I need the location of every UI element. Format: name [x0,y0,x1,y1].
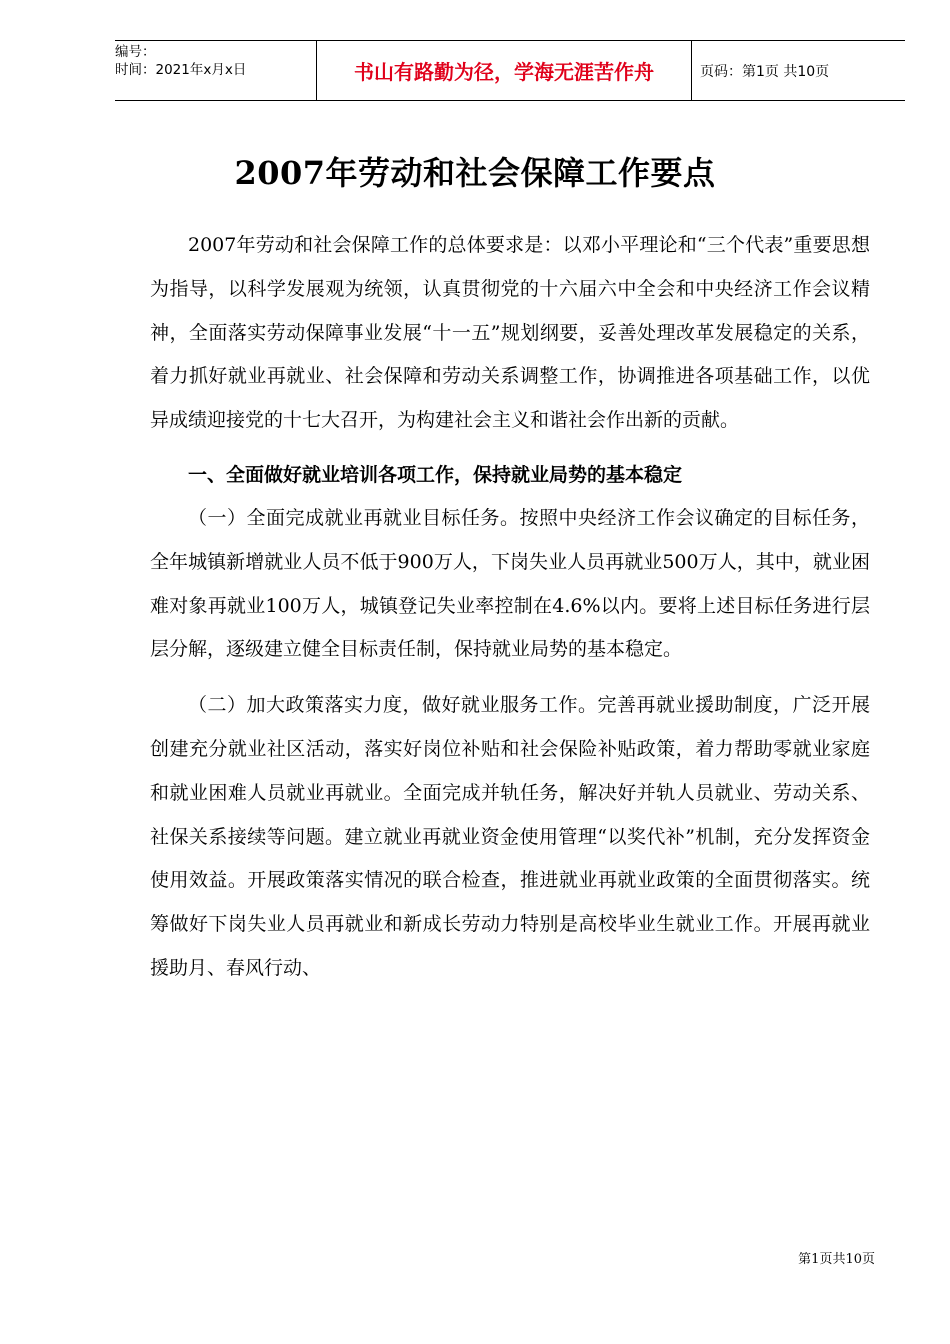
document-title: 2007年劳动和社会保障工作要点 [234,154,716,192]
header-motto: 书山有路勤为径，学海无涯苦作舟 [316,41,692,100]
item-paragraph: （一）全面完成就业再就业目标任务。按照中央经济工作会议确定的目标任务，全年城镇新增就业人员不低于900万人，下岗失业人员再就业500万人，其中，就业困难对象再就业100万人，城镇登记失业率控制在4.6%以内。要将上述目标任务进行层层分解，逐级建立健全目标责任制，保持就业局势的基本稳定。 [150,506,870,661]
page-header [115,40,905,101]
header-number-label: 编号： [115,44,156,60]
header-meta [115,41,315,102]
section-heading: 一、全面做好就业培训各项工作，保持就业局势的基本稳定 [188,463,683,486]
item-paragraph: （二）加大政策落实力度，做好就业服务工作。完善再就业援助制度，广泛开展创建充分就业社区活动，落实好岗位补贴和社会保险补贴政策，着力帮助零就业家庭和就业困难人员就业再就业。全面完成并轨任务，解决好并轨人员就业、劳动关系、社保关系接续等问题。建立就业再就业资金使用管理“以奖代补”机制，充分发挥资金使用效益。开展政策落实情况的联合检查，推进就业再就业政策的全面贯彻落实。统筹做好下岗失业人员再就业和新成长劳动力特别是高校毕业生就业工作。开展再就业援助月、春风行动、 [150,694,870,979]
header-time-label: 时间：2021年x月x日 [115,62,247,78]
document-body [150,224,870,991]
page-footer: 第1页共10页 [798,1252,875,1267]
intro-paragraph: 2007年劳动和社会保障工作的总体要求是：以邓小平理论和“三个代表”重要思想为指导，以科学发展观为统领，认真贯彻党的十六届六中全会和中央经济工作会议精神，全面落实劳动保障事业发展“十一五”规划纲要，妥善处理改革发展稳定的关系，着力抓好就业再就业、社会保障和劳动关系调整工作，协调推进各项基础工作，以优异成绩迎接党的十七大召开，为构建社会主义和谐社会作出新的贡献。 [150,234,870,432]
header-page-info: 页码：第1页 共10页 [700,63,830,80]
